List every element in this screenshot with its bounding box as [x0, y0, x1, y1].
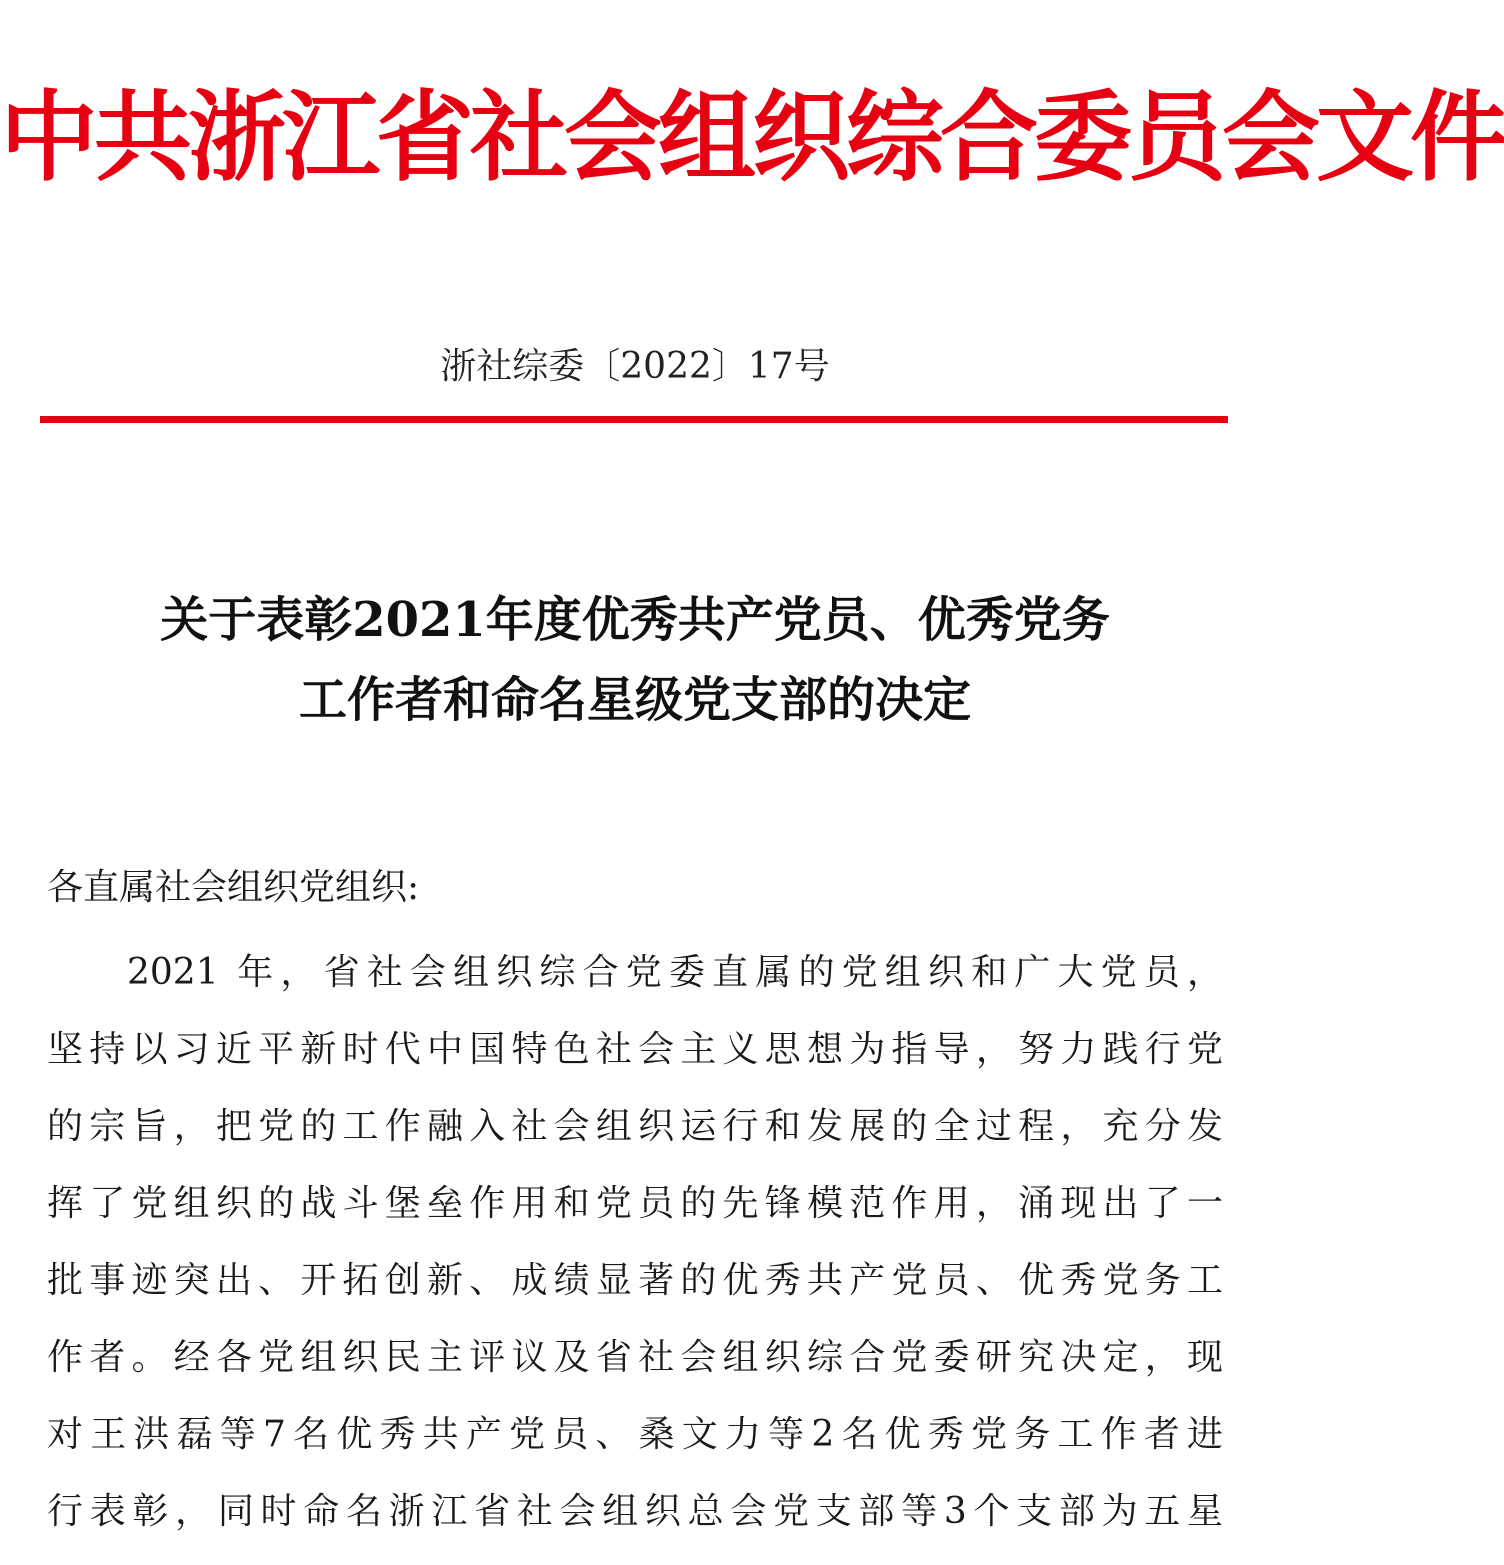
body-line: 行表彰，同时命名浙江省社会组织总会党支部等3个支部为五星 — [47, 1491, 1223, 1532]
body-line: 挥了党组织的战斗堡垒作用和党员的先锋模范作用，涌现出了一 — [47, 1183, 1223, 1224]
body-paragraph — [47, 934, 1223, 1550]
body-line: 批事迹突出、开拓创新、成绩显著的优秀共产党员、优秀党务工 — [47, 1260, 1223, 1301]
title-line-2: 工作者和命名星级党支部的决定 — [298, 672, 971, 728]
document-title — [40, 580, 1230, 740]
body-line: 对王洪磊等7名优秀共产党员、桑文力等2名优秀党务工作者进 — [47, 1414, 1223, 1455]
body-line: 坚持以习近平新时代中国特色社会主义思想为指导，努力践行党 — [47, 1029, 1223, 1070]
body-line: 2021 年，省社会组织综合党委直属的党组织和广大党员， — [127, 952, 1223, 993]
document-masthead: 中共浙江省社会组织综合委员会文件 — [0, 81, 1504, 195]
body-line: 作者。经各党组织民主评议及省社会组织综合党委研究决定，现 — [47, 1337, 1223, 1378]
recipient-salutation: 各直属社会组织党组织: — [47, 867, 420, 908]
body-line: 的宗旨，把党的工作融入社会组织运行和发展的全过程，充分发 — [47, 1106, 1223, 1147]
red-divider-line — [40, 416, 1228, 423]
title-line-1: 关于表彰2021年度优秀共产党员、优秀党务 — [160, 592, 1110, 648]
document-number: 浙社综委〔2022〕17号 — [440, 346, 830, 387]
